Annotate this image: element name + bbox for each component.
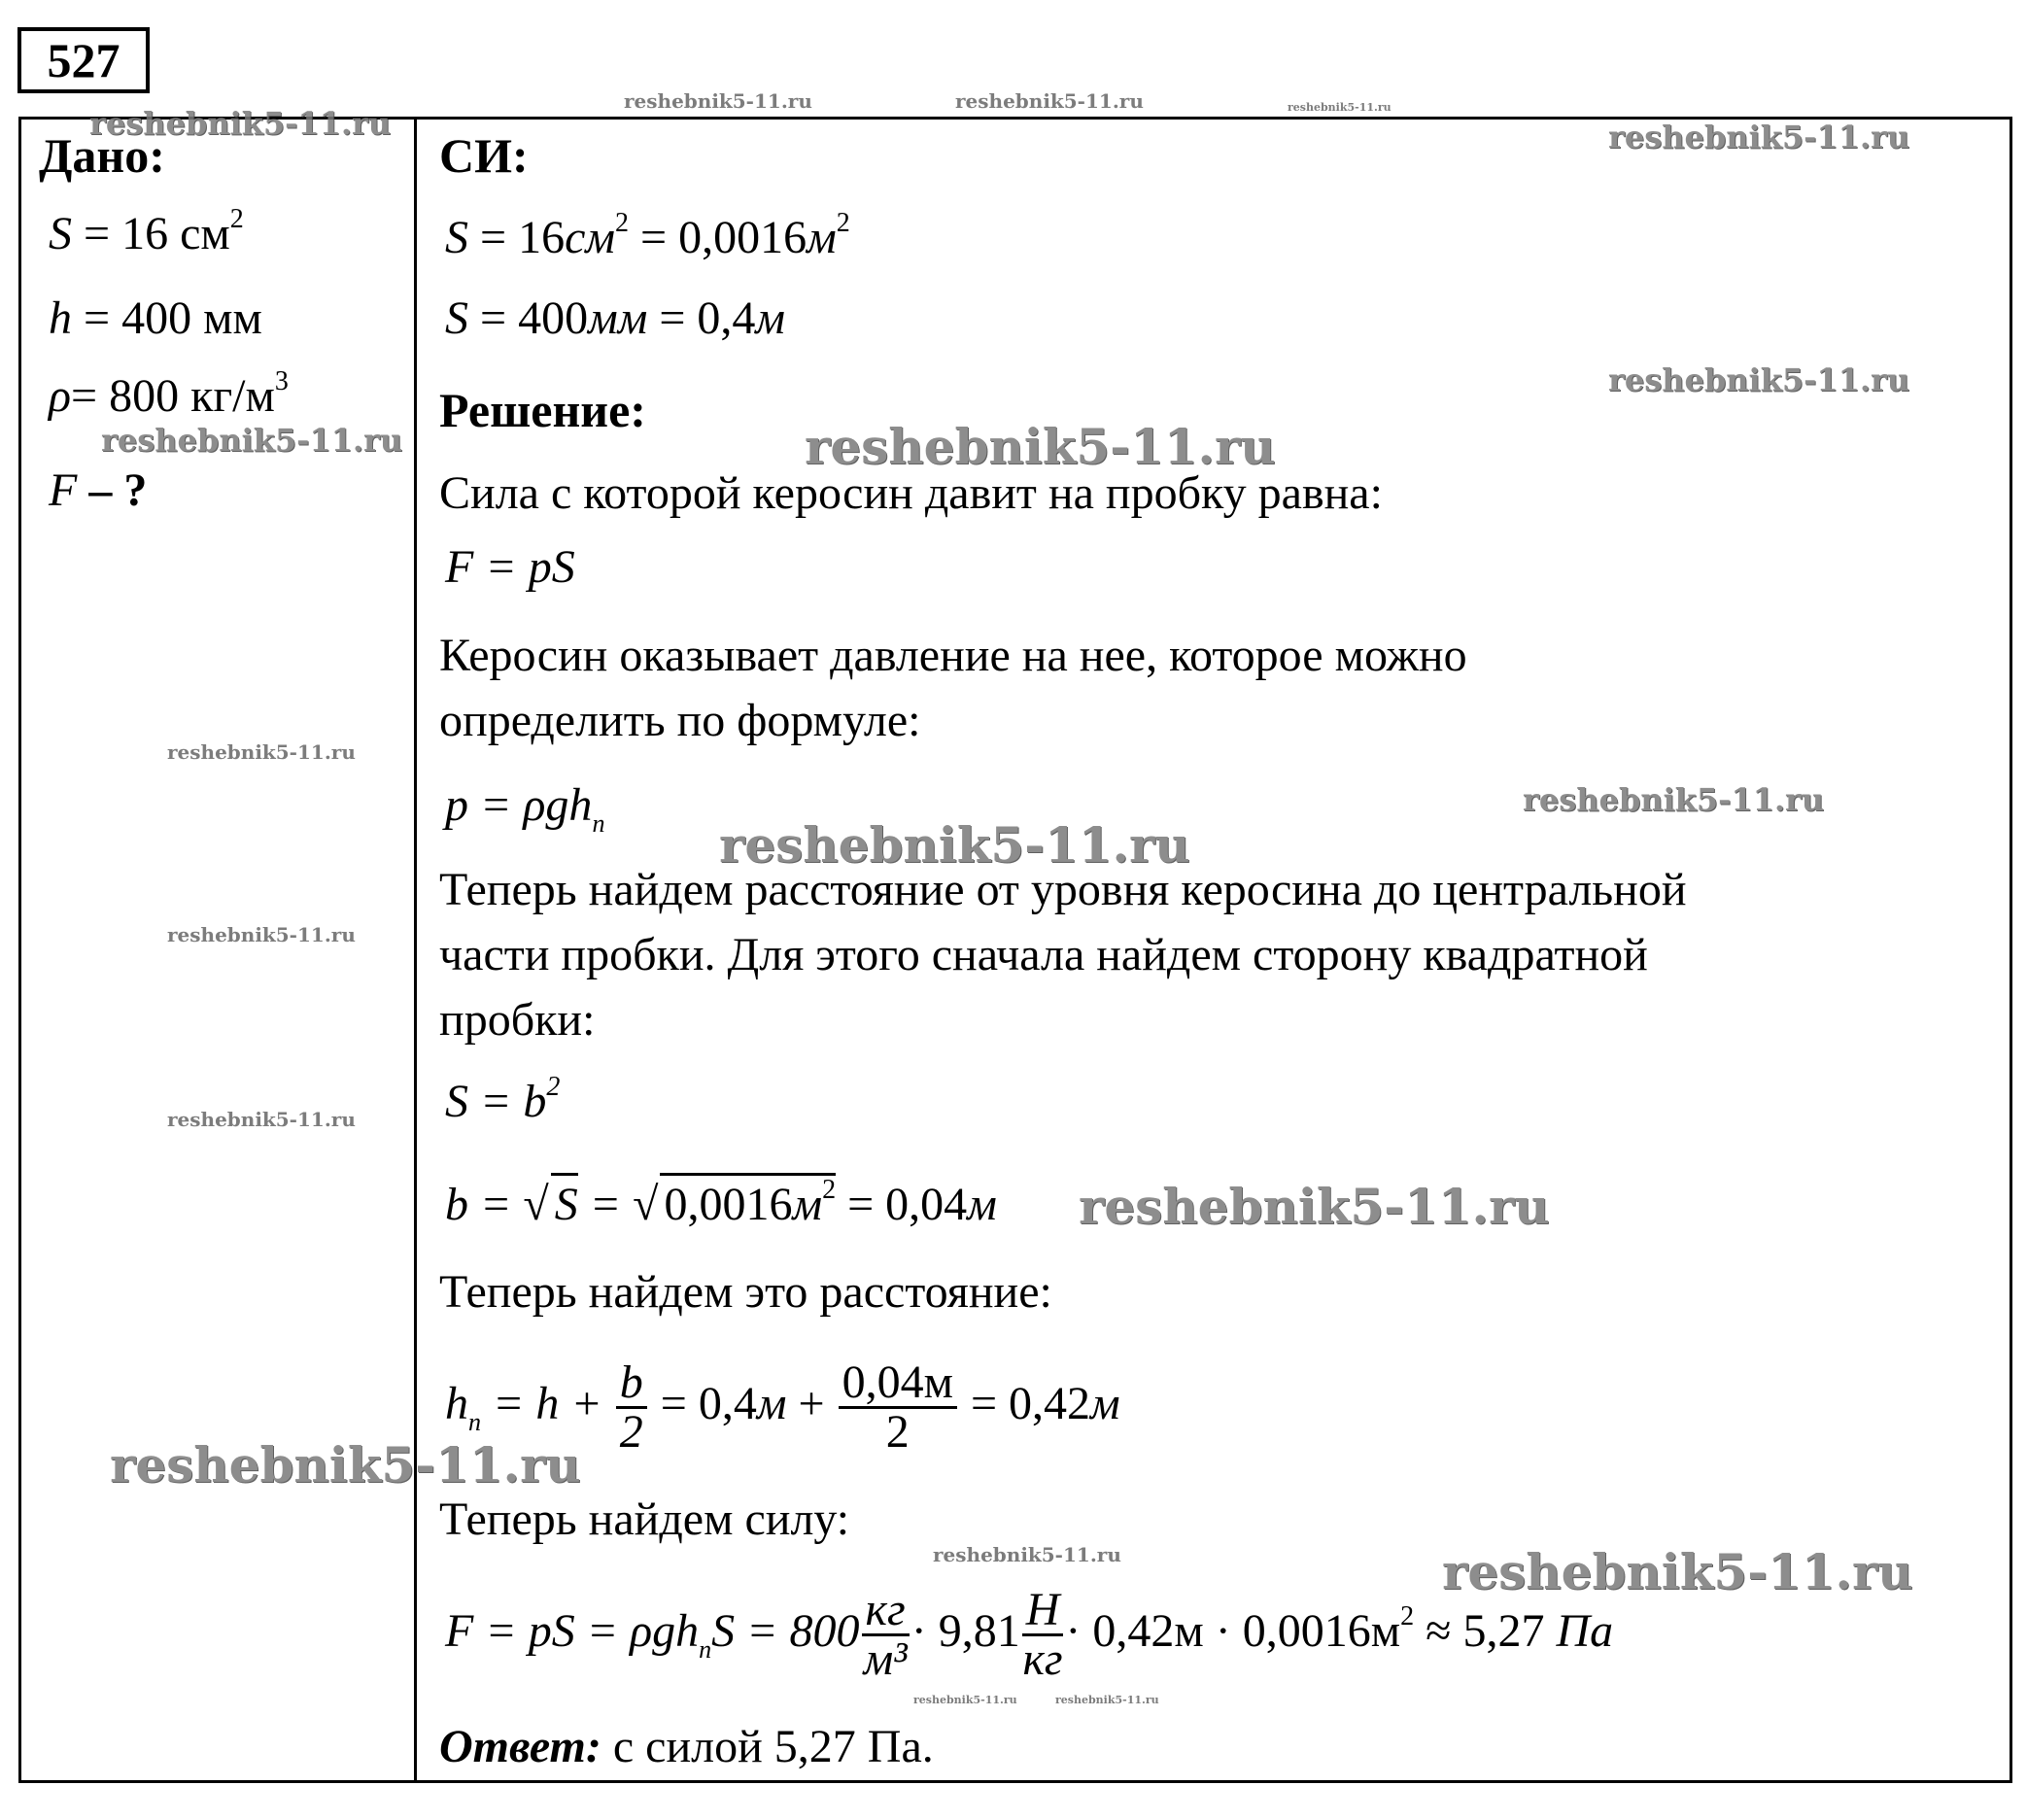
given-heading: Дано: (39, 128, 165, 183)
watermark: reshebnik5-11.ru (101, 422, 403, 459)
formula-final: F = pS = ρgh$_n$S = 800 $\frac{кг}{\text{м³}}$ · 9,81 $\frac{Н}{кг}$ · $0,42м \cdot 0,0016м^2 \approx 5,27$ Па (445, 1584, 1614, 1686)
watermark: reshebnik5-11.ru (933, 1543, 1121, 1566)
given-density: ρ= 800 $кг/м^3$ (49, 366, 289, 422)
formula-distance: $h_n = h$ + $\frac{b}{2}$ = 0,4м + $\frac{0,04м}{2}$ = 0,42м (445, 1356, 1120, 1459)
watermark: reshebnik5-11.ru (167, 1108, 356, 1131)
given-area: S = 16 $см^2$ (49, 204, 244, 259)
watermark: reshebnik5-11.ru (167, 923, 356, 946)
solution-text: пробки: (439, 994, 596, 1046)
watermark: reshebnik5-11.ru (805, 418, 1276, 475)
given-unknown: F – ? (49, 464, 148, 516)
watermark: reshebnik5-11.ru (719, 816, 1190, 874)
si-heading: СИ: (439, 128, 529, 183)
watermark: reshebnik5-11.ru (167, 740, 356, 764)
watermark: reshebnik5-11.ru (955, 89, 1144, 113)
si-area: $S = 16см^2 = 0,0016м^2$ (445, 208, 850, 263)
given-height: h = 400 мм (49, 292, 262, 344)
solution-text: Сила с которой керосин давит на пробку равна: (439, 467, 1383, 519)
watermark: reshebnik5-11.ru (1055, 1694, 1159, 1706)
watermark: reshebnik5-11.ru (1442, 1543, 1913, 1600)
formula-pressure: p = ρgh$_n$ (445, 779, 605, 838)
watermark: reshebnik5-11.ru (1288, 101, 1391, 114)
problem-number: 527 (17, 27, 150, 93)
watermark: reshebnik5-11.ru (624, 89, 812, 113)
watermark: reshebnik5-11.ru (1608, 361, 1910, 398)
watermark: reshebnik5-11.ru (1523, 781, 1825, 818)
watermark: reshebnik5-11.ru (1608, 119, 1910, 155)
solution-text: Теперь найдем это расстояние: (439, 1266, 1052, 1318)
solution-text: Теперь найдем расстояние от уровня керосина до центральной (439, 864, 1687, 915)
watermark: reshebnik5-11.ru (89, 105, 392, 142)
answer: Ответ: с силой 5,27 Па. (439, 1721, 934, 1772)
formula-sqrt: b = √ S = √ $0,0016м^2 = 0,04м$ (445, 1173, 997, 1234)
formula-force: F = pS (445, 541, 575, 593)
solution-text: Теперь найдем силу: (439, 1494, 850, 1545)
watermark: reshebnik5-11.ru (1079, 1178, 1550, 1235)
watermark: reshebnik5-11.ru (913, 1694, 1017, 1706)
solution-heading: Решение: (439, 383, 646, 437)
watermark: reshebnik5-11.ru (110, 1436, 581, 1494)
formula-side: $S = b^2$ (445, 1072, 561, 1127)
solution-text: Керосин оказывает давление на нее, которое можно (439, 630, 1467, 681)
si-height: S = 400мм = 0,4м (445, 292, 786, 344)
column-divider (414, 117, 417, 1780)
solution-text: части пробки. Для этого сначала найдем сторону квадратной (439, 929, 1648, 980)
solution-text: определить по формуле: (439, 695, 921, 746)
